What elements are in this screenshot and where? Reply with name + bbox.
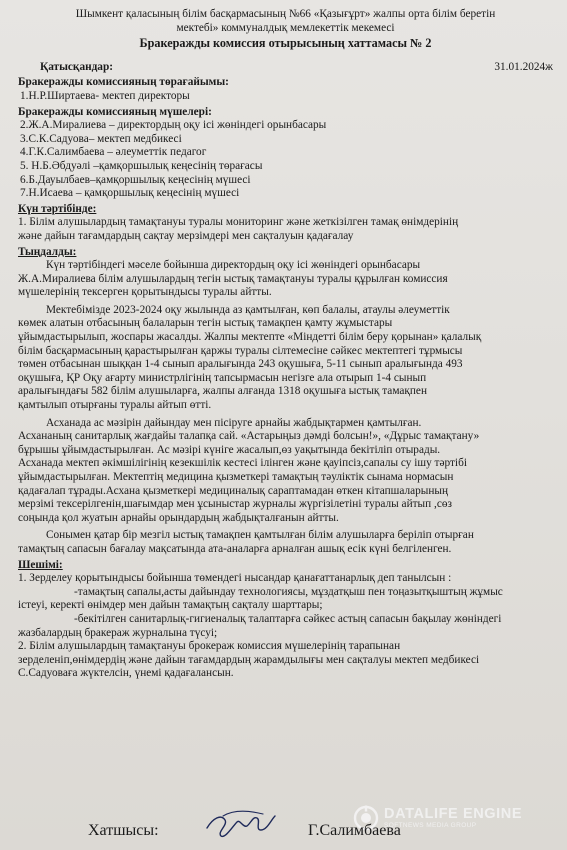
- signature-block: [18, 820, 553, 844]
- paragraph-3: [18, 417, 553, 526]
- paragraph-line: төмен отбасынан шыққан 1-4 сынып аралығында 243 оқушыға, 5-11 сынып аралығында 493: [18, 358, 463, 371]
- paragraph-line: ұйымдастырылған. Мектептің медицина қызметкері тамақтың тәуліктік сынама нормасын: [18, 471, 454, 483]
- member-item: 4.Г.К.Салимбаева – әлеуметтік педагог: [20, 146, 207, 159]
- paragraph-line: мүшелерінің тексерген қорытындысы туралы айтты.: [18, 286, 272, 299]
- paragraph-line: көмек алатын отбасының балаларын тегін ыстық тамақпен қамту жұмыстары: [18, 317, 393, 330]
- members-heading: Бракеражды комиссияның мүшелері:: [18, 105, 212, 118]
- paragraph-1: [18, 259, 553, 300]
- agenda-line: 1. Білім алушылардың тамақтануы туралы мониторинг және жеткізілген тамақ өнімдерінің: [18, 216, 459, 229]
- paragraph-line: бұрышы ұйымдастырылған. Ас мәзірі күніге жасалып,өз уақытында бекітіліп отырады.: [18, 443, 441, 456]
- watermark-subtitle: SOFTNEWS MEDIA GROUP: [384, 822, 477, 829]
- decision-line: -тамақтың сапалы,асты дайындау технологиясы, мұздатқыш пен тоңазытқыштың жұмыс: [74, 585, 503, 598]
- decision-heading: Шешімі:: [18, 558, 63, 571]
- secretary-name: Г.Салимбаева: [308, 822, 401, 839]
- paragraph-2: [18, 304, 553, 413]
- paragraph-line: соңында қол жуатын арнайы орындардың жабдықталғанын айтты.: [18, 511, 339, 524]
- document-date: 31.01.2024ж: [494, 60, 553, 73]
- paragraph-line: ұйымдастырылып, жоспары жасалды. Жалпы мектепте «Міндетті білім беру қорынан» қалалық: [18, 331, 482, 344]
- paragraph-line: аралығындағы 582 білім алушыларға, жалпы алғанда 1318 оқушыға ыстық тамақпен: [18, 385, 427, 398]
- member-item: 3.С.К.Садуова– мектеп медбикесі: [20, 132, 182, 145]
- paragraph-line: оқушыға, ҚР Оқу ағарту министрлігінің тапсырмасын негізге ала отырып 1-4 сынып: [18, 371, 427, 384]
- paragraph-4: [18, 529, 553, 556]
- decision-line: 1. Зерделеу қорытындысы бойынша төмендегі нысандар қанағаттанарлық деп танылсын :: [18, 572, 452, 585]
- paragraph-line: Ж.А.Миралиева білім алушылардың тегін ыстық тамақтануы туралы құрылған комиссия: [18, 272, 448, 285]
- decision-line: -бекітілген санитарлық-гигиеналық талаптарға сәйкес астың сапасын бақылау жөніндегі: [74, 612, 502, 625]
- member-item: 2.Ж.А.Миралиева – директордың оқу ісі жөніндегі орынбасары: [20, 119, 327, 132]
- chair-heading: Бракеражды комиссияның төрағайымы:: [18, 76, 229, 89]
- agenda-heading: Күн тәртібінде:: [18, 202, 97, 215]
- agenda-line: және дайын тағамдардың сақтау мерзімдері мен сақталуын қадағалау: [18, 229, 354, 242]
- decision-line: істеуі, керекті өнімдер мен дайын тамақтың сақталу шарттары;: [18, 599, 323, 612]
- watermark-title: DATALIFE ENGINE: [384, 805, 523, 822]
- decision-line: зерделеніп,өнімдердің және дайын тағамдардың жарамдылығы мен сақталуы мектеп медбикесі: [18, 653, 480, 666]
- decision-line: жазбалардың бракераж журналына түсуі;: [18, 626, 218, 639]
- member-item: 5. Н.Б.Әбдуәлі –қамқоршылық кеңесінің төрағасы: [20, 159, 263, 172]
- secretary-label: Хатшысы:: [88, 822, 159, 839]
- handwritten-signature-icon: [203, 806, 283, 842]
- decision-list: [18, 572, 553, 681]
- paragraph-line: Асхананың санитарлық жағдайы талапқа сай. «Астарыңыз дәмді болсын!», «Дұрыс тамақтану»: [18, 430, 480, 443]
- document-content: [18, 8, 553, 681]
- paragraph-line: Асханада ас мәзірін дайындау мен пісіруге арнайы жабдықтармен қамтылған.: [46, 416, 422, 429]
- paragraph-line: Мектебімізде 2023-2024 оқу жылында аз қамтылған, көп балалы, атаулы әлеуметтік: [46, 303, 450, 316]
- chair-entry: 1.Н.Р.Ширтаева- мектеп директоры: [20, 89, 190, 102]
- attendees-label: Қатысқандар:: [40, 60, 114, 73]
- decision-line: 2. Білім алушылардың тамақтануы брокераж комиссия мүшелерінің тарапынан: [18, 640, 401, 653]
- member-item: 7.Н.Исаева – қамқоршылық кеңесінің мүшесі: [20, 187, 240, 200]
- paragraph-line: қамтылып отырғаны туралы айтып өтті.: [18, 399, 212, 412]
- header-line-1: Шымкент қаласының білім басқармасының №66 «Қазығұрт» жалпы орта білім беретін: [75, 8, 496, 20]
- document-title: Бракеражды комиссия отырысының хаттамасы № 2: [139, 36, 432, 51]
- header-line-2: мектебі» коммуналдық мемлекеттік мекемесі: [176, 21, 395, 34]
- decision-line: С.Садуоваға жүктелсін, үнемі қадағалансын.: [18, 667, 234, 680]
- listened-heading: Тыңдалды:: [18, 245, 77, 258]
- paragraph-line: Сонымен қатар бір мезгіл ыстық тамақпен қамтылған білім алушыларға беріліп отырған: [46, 529, 474, 542]
- paragraph-line: Күн тәртібіндегі мәселе бойынша директордың оқу ісі жөніндегі орынбасары: [46, 259, 421, 272]
- paragraph-line: білім басқармасының қарастырылған қаржы туралы сілтемесіне сәйкес мектептегі тұрмысы: [18, 344, 463, 357]
- member-item: 6.Б.Дауылбаев–қамқоршылық кеңесінің мүшесі: [20, 173, 251, 186]
- paragraph-line: қадағалап тұрады.Асхана қызметкері медициналық сараптамадан өткен кітапшаларының: [18, 484, 449, 497]
- paragraph-line: мерзімі тексерілгенін,шағымдар мен ұсыныстар журналы жүргізілетіні туралы айтып ,сөз: [18, 498, 452, 511]
- paragraph-line: Асханада мектеп әкімшілігінің кезекшілік кестесі ілінген және қауіпсіз,сапалы су ішу тәртібі: [18, 457, 467, 470]
- attendees-row: [18, 61, 553, 75]
- paragraph-line: тамақтың сапасын бағалау мақсатында ата-аналарға арналған ашық есік күні белгіленген.: [18, 542, 452, 555]
